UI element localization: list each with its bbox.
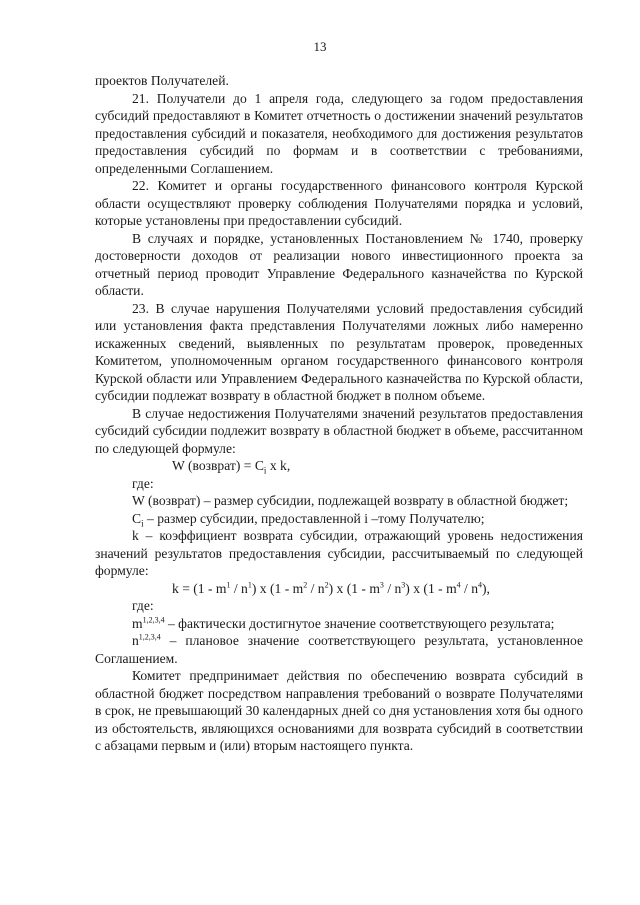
- paragraph-22: 22. Комитет и органы государственного финансового контроля Курской области осуществляют проверку соблюдения Получателями порядка и условий, которые установлены при предоставлении субсидий.: [95, 178, 583, 228]
- paragraph-23-shortfall: В случае недостижения Получателями значений результатов предоставления субсидий субсидии подлежит возврату в областной бюджет в объеме, рассчитанном по следующей формуле:: [95, 405, 583, 456]
- where-label: где:: [132, 475, 154, 491]
- definition-n: $n^{1,2,3,4}$ – плановое значение соответствующего результата, установленное Соглашением.: [95, 632, 583, 666]
- paragraph-23: 23. В случае нарушения Получателями условий предоставления субсидий или установления факта представления Получателями ложных либо намеренно искаженных сведений, выявленных по результатам проверок, проведенных Комитетом, уполномоченным органом государственного финансового контроля Курской области или Управлением Федерального казначейства по Курской области, субсидии подлежат возврату в областной бюджет в полном объеме.: [95, 300, 583, 403]
- paragraph-continuation: проектов Получателей.: [95, 73, 229, 88]
- definition-ci: $C_i$ – размер субсидии, предоставленной i –тому Получателю;: [132, 510, 485, 529]
- definition-w: W (возврат) – размер субсидии, подлежащей возврату в областной бюджет;: [132, 493, 569, 508]
- definition-k: k – коэффициент возврата субсидии, отражающий уровень недостижения значений результатов предоставления субсидии, рассчитываемый по следующей формуле:: [95, 528, 583, 578]
- paragraph-refund-actions: Комитет предпринимает действия по обеспечению возврата субсидий в областной бюджет посредством направления требований о возврате Получателями в срок, не превышающий 30 календарных дней со дня установления хотя бы одного из обстоятельств, являющихся основаниями для возврата субсидий в соответствии с абзацами первым и (или) вторым настоящего пункта.: [95, 668, 583, 753]
- formula-refund: W (возврат) = $C_i$ x k,: [172, 458, 291, 476]
- definition-m: $m^{1,2,3,4}$ – фактически достигнутое значение соответствующего результата;: [132, 614, 555, 631]
- where-label-2: где:: [132, 598, 154, 613]
- formula-k: $k = (1 - m^1 / n^1)$ x $(1 - m^2 / n^2)$ x $(1 - m^3 / n^3)$ x $(1 - m^4 / n^4)$,: [172, 579, 490, 596]
- page-number: 13: [313, 39, 327, 54]
- document-body: [95, 72, 583, 755]
- paragraph-21: 21. Получатели до 1 апреля года, следующего за годом предоставления субсидий предоставляют в Комитет отчетность о достижении значений результатов предоставления субсидий и показателя, необходимого для достижения результатов предоставления субсидий по формам и в соответствии с требованиями, определенными Соглашением.: [95, 90, 583, 176]
- paragraph-22-check: В случаях и порядке, установленных Постановлением № 1740, проверку достоверности доходов от реализации нового инвестиционного проекта за отчетный период проводит Управление Федерального казначейства по Курской области.: [95, 230, 583, 298]
